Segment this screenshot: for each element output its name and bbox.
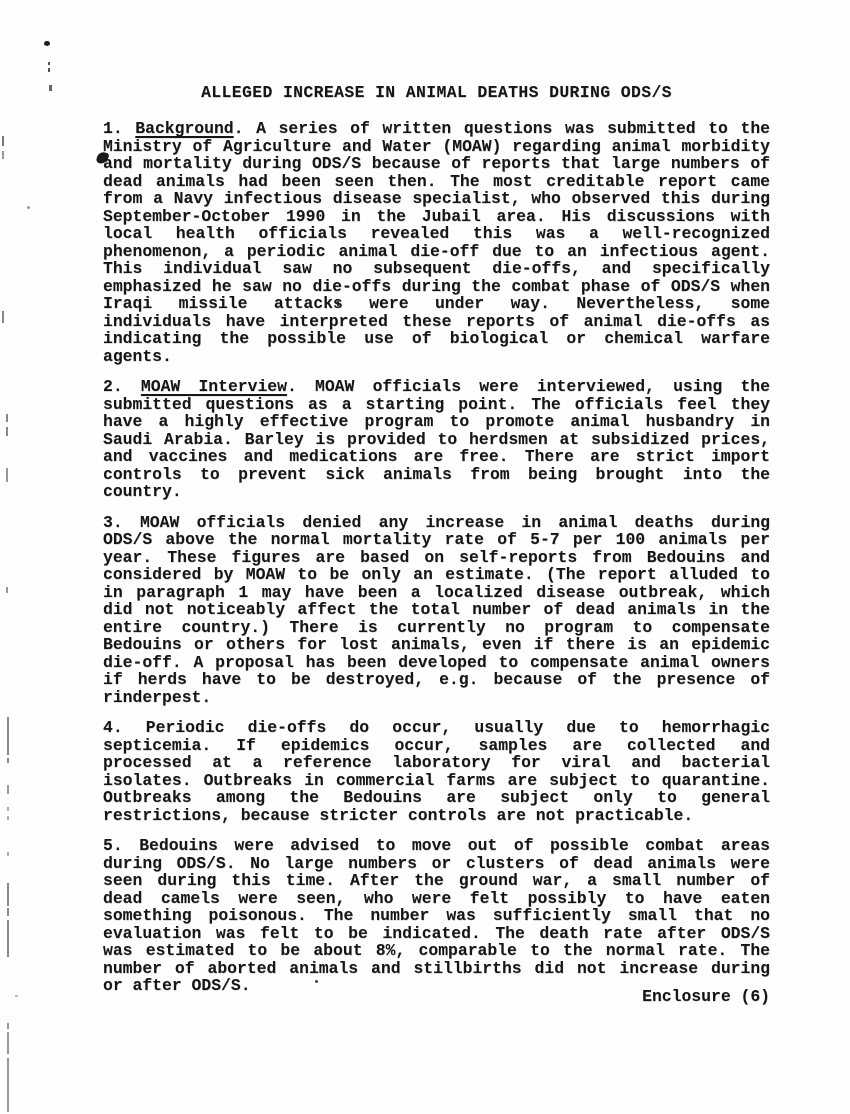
text-line: restrictions, because stricter controls are not practicable.: [103, 805, 694, 825]
text-line: have a highly effective program to promote animal husbandry in: [103, 412, 770, 431]
text-line: processed at a reference laboratory for viral and bacterial: [103, 753, 770, 772]
text-line: dead camels were seen, who were felt possibly to have eaten: [103, 888, 770, 908]
paragraph-list: [103, 120, 770, 995]
text-line: septicemia. If epidemics occur, samples are collected and: [103, 735, 770, 755]
paragraph: [103, 120, 770, 365]
text-line: Bedouins or others for lost animals, even if there is an epidemic: [103, 635, 770, 654]
scan-artifact: [48, 62, 50, 65]
paragraph: [103, 514, 770, 707]
scan-artifact: [6, 468, 8, 482]
text-line: submitted questions as a starting point. The officials feel they: [103, 394, 770, 414]
scan-artifact: [6, 427, 8, 436]
scan-artifact: [7, 816, 9, 820]
text-line: ODS/S above the normal mortality rate of 5-7 per 100 animals per: [103, 530, 770, 549]
text-line: rinderpest.: [103, 687, 212, 707]
paragraph: [103, 719, 770, 824]
text-line: indicating the possible use of biological or chemical warfare: [103, 329, 770, 348]
scan-artifact: [6, 587, 8, 593]
text-line: during ODS/S. No large numbers or clusters of dead animals were: [103, 853, 770, 873]
scan-artifact: [49, 85, 52, 91]
text-line: or after ODS/S.: [103, 976, 251, 995]
text-line: something poisonous. The number was sufficiently small that no: [103, 906, 770, 925]
text-line: number of aborted animals and stillbirths did not increase during: [103, 958, 770, 978]
underlined-heading: MOAW Interview: [140, 377, 287, 396]
scan-artifact: [44, 41, 50, 46]
text-line: 1. Background. A series of written questions was submitted to the: [103, 119, 770, 138]
scan-artifact: [7, 758, 9, 763]
scan-artifact: [7, 1023, 9, 1029]
text-line: emphasized he saw no die-offs during the combat phase of ODS/S when: [103, 276, 770, 296]
text-line: individuals have interpreted these reports of animal die-offs as: [103, 311, 770, 331]
underlined-heading: Background: [135, 119, 234, 138]
scan-artifact: [7, 807, 9, 811]
scan-artifact: [2, 151, 4, 159]
scan-artifact: [7, 920, 9, 957]
text-line: Ministry of Agriculture and Water (MOAW) regarding animal morbidity: [103, 136, 770, 156]
text-line: 4. Periodic die-offs do occur, usually due to hemorrhagic: [103, 718, 770, 737]
text-line: evaluation was felt to be indicated. The death rate after ODS/S: [103, 923, 770, 943]
scan-artifact: [48, 68, 50, 72]
scan-artifact: [2, 136, 4, 146]
enclosure-label: Enclosure (6): [642, 986, 770, 1006]
text-line: in paragraph 1 may have been a localized disease outbreak, which: [103, 582, 770, 602]
paragraph: [103, 378, 770, 501]
scan-artifact: [7, 785, 9, 794]
text-line: considered by MOAW to be only an estimate. (The report alluded to: [103, 565, 770, 584]
text-line: if herds have to be destroyed, e.g. because of the presence of: [103, 670, 770, 689]
scan-artifact: [6, 414, 8, 422]
scan-artifact: [7, 1058, 9, 1112]
text-line: Outbreaks among the Bedouins are subject only to general: [103, 788, 770, 807]
text-line: controls to prevent sick animals from being brought into the: [103, 464, 770, 484]
scan-artifact: [7, 717, 9, 755]
scan-artifact: [7, 908, 9, 916]
scan-artifact: [15, 995, 18, 997]
text-line: entire country.) There is currently no program to compensate: [103, 617, 770, 637]
text-line: seen during this time. After the ground war, a small number of: [103, 871, 770, 890]
text-line: 2. MOAW Interview. MOAW officials were interviewed, using the: [103, 377, 770, 396]
paragraph: [103, 837, 770, 995]
text-line: 3. MOAW officials denied any increase in animal deaths during: [103, 512, 770, 532]
text-line: September-October 1990 in the Jubail area. His discussions with: [103, 206, 770, 226]
text-line: Iraqi missile attacks were under way. Nevertheless, some: [103, 294, 770, 313]
document-content: [103, 84, 770, 1005]
text-line: local health officials revealed this was a well-recognized: [103, 224, 770, 243]
text-line: and mortality during ODS/S because of reports that large numbers of: [103, 154, 770, 173]
text-line: country.: [103, 482, 182, 501]
text-line: and vaccines and medications are free. There are strict import: [103, 447, 770, 466]
text-line: 5. Bedouins were advised to move out of possible combat areas: [103, 836, 770, 855]
document-title: ALLEGED INCREASE IN ANIMAL DEATHS DURING ODS/S: [201, 83, 672, 102]
text-line: dead animals had been seen then. The most creditable report came: [103, 171, 770, 191]
text-line: phenomenon, a periodic animal die-off due to an infectious agent.: [103, 241, 770, 261]
text-line: This individual saw no subsequent die-offs, and specifically: [103, 259, 770, 278]
text-line: die-off. A proposal has been developed to compensate animal owners: [103, 652, 770, 672]
text-line: isolates. Outbreaks in commercial farms are subject to quarantine.: [103, 770, 770, 790]
text-line: from a Navy infectious disease specialist, who observed this during: [103, 189, 770, 208]
text-line: did not noticeably affect the total number of dead animals in the: [103, 600, 770, 619]
text-line: was estimated to be about 8%, comparable to the normal rate. The: [103, 941, 770, 960]
scan-artifact: [7, 883, 9, 906]
scan-artifact: [2, 311, 4, 323]
scan-artifact: [7, 1032, 9, 1054]
text-line: year. These figures are based on self-reports from Bedouins and: [103, 547, 770, 567]
scan-artifact: [7, 852, 9, 856]
scan-artifact: [27, 206, 30, 209]
text-line: Saudi Arabia. Barley is provided to herdsmen at subsidized prices,: [103, 429, 770, 449]
text-line: agents.: [103, 346, 172, 366]
